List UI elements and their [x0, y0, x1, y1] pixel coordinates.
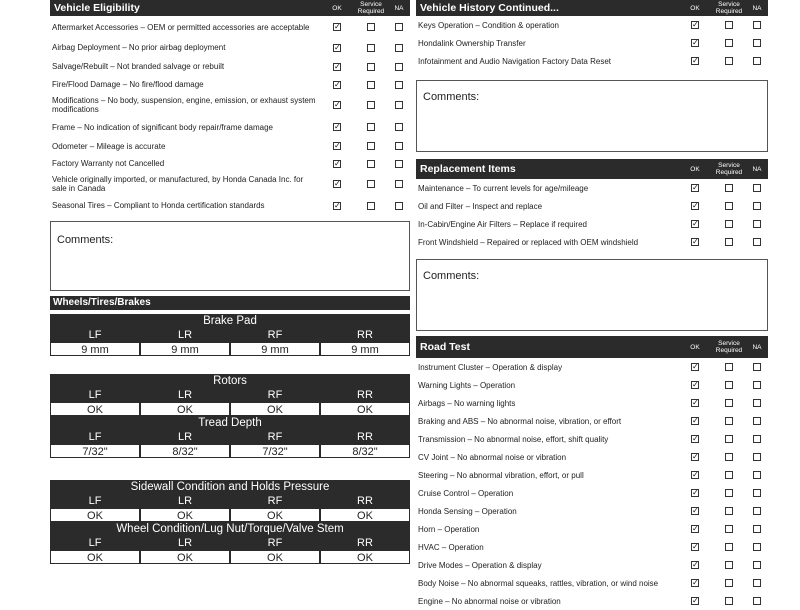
- wheel-position-header: LF: [88, 537, 102, 549]
- na-checkbox[interactable]: [753, 435, 761, 443]
- checklist-row: [416, 394, 768, 412]
- checklist-item-label: Maintenance – To current levels for age/mileage: [418, 183, 589, 193]
- ok-checkbox[interactable]: ✓: [334, 61, 341, 71]
- section-title: Vehicle Eligibility: [54, 2, 140, 14]
- left-column: [50, 0, 410, 564]
- col-na: NA: [752, 4, 762, 12]
- na-checkbox[interactable]: [753, 543, 761, 551]
- na-checkbox[interactable]: [395, 44, 403, 52]
- service-required-checkbox[interactable]: [725, 363, 733, 371]
- wheel-position-header: LR: [177, 431, 193, 443]
- measurement-table-title: Brake Pad: [203, 315, 257, 327]
- wheel-measurement-value: 7/32": [230, 444, 320, 458]
- ok-checkbox[interactable]: ✓: [692, 237, 699, 246]
- service-required-checkbox[interactable]: [367, 63, 375, 71]
- wheel-position-header: RR: [357, 431, 373, 443]
- ok-checkbox[interactable]: ✓: [334, 179, 341, 188]
- measurement-table: [50, 480, 410, 522]
- checklist-item-label: Salvage/Rebuilt – Not branded salvage or rebuilt: [52, 62, 225, 71]
- ok-checkbox[interactable]: ✓: [334, 42, 341, 52]
- checklist-item-label: Fire/Flood Damage – No fire/flood damage: [52, 80, 204, 89]
- ok-checkbox[interactable]: ✓: [334, 79, 341, 89]
- checklist-item-label: Front Windshield – Repaired or replaced with OEM windshield: [418, 237, 639, 247]
- checklist-item-label: Oil and Filter – Inspect and replace: [418, 201, 543, 211]
- na-checkbox[interactable]: [753, 525, 761, 533]
- wheel-position-header: RR: [357, 329, 373, 341]
- wheel-measurement-value: 7/32": [50, 444, 140, 458]
- checklist-row: [416, 484, 768, 502]
- na-checkbox[interactable]: [395, 81, 403, 89]
- na-checkbox[interactable]: [395, 123, 403, 131]
- checklist-item-label: Cruise Control – Operation: [418, 488, 514, 498]
- road-test-list: [416, 358, 768, 610]
- wheel-position-header: LF: [88, 495, 102, 507]
- checklist-row: [50, 196, 410, 215]
- wheel-measurement-value: OK: [50, 550, 140, 564]
- checklist-item-label: Horn – Operation: [418, 524, 480, 534]
- ok-checkbox[interactable]: ✓: [692, 506, 699, 515]
- service-required-checkbox[interactable]: [725, 39, 733, 47]
- na-checkbox[interactable]: [753, 57, 761, 65]
- checklist-item-label: In-Cabin/Engine Air Filters – Replace if required: [418, 219, 587, 229]
- ok-checkbox[interactable]: ✓: [334, 141, 341, 150]
- na-checkbox[interactable]: [753, 381, 761, 389]
- wheel-position-header: LR: [177, 537, 193, 549]
- checklist-row: [416, 448, 768, 466]
- checklist-row: [50, 137, 410, 155]
- na-checkbox[interactable]: [753, 184, 761, 192]
- checklist-item-label: CV Joint – No abnormal noise or vibration: [418, 452, 567, 462]
- service-required-checkbox[interactable]: [725, 561, 733, 569]
- wheel-measurement-value: OK: [50, 402, 140, 416]
- ok-checkbox[interactable]: ✓: [334, 200, 341, 210]
- checklist-item-label: Frame – No indication of significant body repair/frame damage: [52, 122, 273, 132]
- wheel-measurement-value: OK: [230, 508, 320, 522]
- na-checkbox[interactable]: [753, 220, 761, 228]
- wheel-position-header: RF: [267, 495, 283, 507]
- service-required-checkbox[interactable]: [367, 81, 375, 89]
- service-required-checkbox[interactable]: [367, 23, 375, 31]
- service-required-checkbox[interactable]: [725, 21, 733, 29]
- checklist-row: [416, 556, 768, 574]
- checklist-item-label: Instrument Cluster – Operation & display: [418, 362, 563, 372]
- service-required-checkbox[interactable]: [725, 543, 733, 551]
- checklist-item-label: Steering – No abnormal vibration, effort, or pull: [418, 470, 584, 480]
- wheel-position-header: RR: [357, 389, 373, 401]
- ok-checkbox[interactable]: ✓: [692, 20, 699, 29]
- na-checkbox[interactable]: [753, 561, 761, 569]
- col-ok: OK: [690, 343, 700, 351]
- ok-checkbox[interactable]: ✓: [692, 434, 699, 443]
- ok-checkbox[interactable]: ✓: [692, 488, 699, 497]
- wheel-measurement-value: OK: [230, 550, 320, 564]
- wheel-measurement-value: 8/32": [320, 444, 410, 458]
- checklist-row: [416, 16, 768, 34]
- section-title: Replacement Items: [420, 163, 516, 175]
- checklist-row: [416, 412, 768, 430]
- checklist-row: [416, 592, 768, 610]
- service-required-checkbox[interactable]: [725, 417, 733, 425]
- checklist-item-label: Infotainment and Audio Navigation Factory Data Reset: [418, 56, 611, 66]
- wheel-measurement-value: OK: [140, 402, 230, 416]
- ok-checkbox[interactable]: ✓: [692, 380, 699, 389]
- na-checkbox[interactable]: [753, 238, 761, 246]
- wheel-measurement-value: 9 mm: [50, 342, 140, 356]
- checklist-item-label: Modifications – No body, suspension, engine, emission, or exhaust system modifications: [52, 96, 316, 114]
- service-required-checkbox[interactable]: [725, 579, 733, 587]
- checklist-item-label: Aftermarket Accessories – OEM or permitted accessories are acceptable: [52, 22, 310, 32]
- col-ok: OK: [332, 4, 342, 12]
- wheel-measurement-value: 9 mm: [320, 342, 410, 356]
- ok-checkbox[interactable]: ✓: [692, 596, 699, 605]
- checklist-row: [416, 233, 768, 251]
- col-na: NA: [752, 165, 762, 173]
- na-checkbox[interactable]: [395, 180, 403, 188]
- ok-checkbox[interactable]: ✓: [692, 416, 699, 425]
- wheel-measurement-value: 8/32": [140, 444, 230, 458]
- wheel-position-header: LR: [177, 495, 193, 507]
- wheel-measurement-value: OK: [320, 550, 410, 564]
- vehicle-eligibility-list: [50, 16, 410, 215]
- checklist-row: [416, 376, 768, 394]
- checklist-row: [50, 57, 410, 76]
- checklist-item-label: Body Noise – No abnormal squeaks, rattles, vibration, or wind noise: [418, 578, 659, 588]
- ok-checkbox[interactable]: ✓: [692, 524, 699, 533]
- checklist-row: [416, 430, 768, 448]
- checklist-item-label: Transmission – No abnormal noise, effort, shift quality: [418, 434, 609, 444]
- wheel-position-header: LR: [177, 329, 193, 341]
- ok-checkbox[interactable]: ✓: [692, 201, 699, 210]
- section-title: Road Test: [420, 341, 470, 353]
- na-checkbox[interactable]: [753, 399, 761, 407]
- checklist-row: [416, 520, 768, 538]
- ok-checkbox[interactable]: ✓: [334, 122, 341, 131]
- comments-box[interactable]: [416, 80, 768, 152]
- checklist-item-label: Keys Operation – Condition & operation: [418, 20, 559, 30]
- wheel-measurement-value: OK: [140, 508, 230, 522]
- comments-label: Comments:: [423, 91, 480, 103]
- na-checkbox[interactable]: [395, 63, 403, 71]
- wheel-measurement-value: OK: [320, 402, 410, 416]
- service-required-checkbox[interactable]: [367, 123, 375, 131]
- col-ok: OK: [690, 165, 700, 173]
- checklist-row: [416, 179, 768, 197]
- col-service-required: Service Required: [715, 1, 743, 15]
- na-checkbox[interactable]: [753, 202, 761, 210]
- checklist-row: [50, 38, 410, 57]
- measurement-table: [50, 416, 410, 458]
- ok-checkbox[interactable]: ✓: [334, 158, 341, 168]
- service-required-checkbox[interactable]: [367, 101, 375, 109]
- checklist-item-label: Drive Modes – Operation & display: [418, 560, 542, 570]
- checklist-item-label: Airbag Deployment – No prior airbag deployment: [52, 43, 226, 52]
- checklist-row: [416, 52, 768, 70]
- checklist-row: [416, 574, 768, 592]
- ok-checkbox[interactable]: ✓: [692, 56, 699, 65]
- service-required-checkbox[interactable]: [725, 507, 733, 515]
- col-service-required: Service Required: [715, 340, 743, 354]
- service-required-checkbox[interactable]: [725, 471, 733, 479]
- comments-box[interactable]: [50, 221, 410, 291]
- checklist-row: [50, 76, 410, 93]
- wheel-position-header: LF: [88, 389, 102, 401]
- service-required-checkbox[interactable]: [367, 180, 375, 188]
- road-test-header: [416, 336, 768, 358]
- checklist-item-label: Seasonal Tires – Compliant to Honda certification standards: [52, 201, 265, 210]
- checklist-item-label: Factory Warranty not Cancelled: [52, 159, 165, 168]
- service-required-checkbox[interactable]: [725, 57, 733, 65]
- service-required-checkbox[interactable]: [367, 160, 375, 168]
- na-checkbox[interactable]: [753, 363, 761, 371]
- checklist-item-label: Honda Sensing – Operation: [418, 506, 517, 516]
- service-required-checkbox[interactable]: [725, 597, 733, 605]
- measurement-table-title: Rotors: [213, 375, 247, 387]
- measurement-table-title: Wheel Condition/Lug Nut/Torque/Valve Stem: [116, 523, 344, 535]
- checklist-row: [416, 34, 768, 52]
- na-checkbox[interactable]: [395, 23, 403, 31]
- measurement-table-title: Tread Depth: [198, 417, 262, 429]
- section-title: Vehicle History Continued...: [420, 2, 559, 14]
- checklist-row: [50, 16, 410, 38]
- wheel-measurement-value: 9 mm: [230, 342, 320, 356]
- service-required-checkbox[interactable]: [725, 184, 733, 192]
- checklist-row: [416, 215, 768, 233]
- vehicle-eligibility-header: [50, 0, 410, 16]
- wheel-measurement-value: OK: [230, 402, 320, 416]
- wheel-position-header: LF: [88, 329, 102, 341]
- na-checkbox[interactable]: [753, 21, 761, 29]
- wheel-position-header: RR: [357, 537, 373, 549]
- service-required-checkbox[interactable]: [725, 220, 733, 228]
- service-required-checkbox[interactable]: [725, 435, 733, 443]
- measurement-table: [50, 522, 410, 564]
- wheel-measurement-value: OK: [50, 508, 140, 522]
- ok-checkbox[interactable]: ✓: [692, 578, 699, 587]
- service-required-checkbox[interactable]: [725, 399, 733, 407]
- service-required-checkbox[interactable]: [367, 202, 375, 210]
- ok-checkbox[interactable]: ✓: [334, 100, 341, 109]
- measurement-table: [50, 314, 410, 356]
- ok-checkbox[interactable]: ✓: [692, 542, 699, 551]
- na-checkbox[interactable]: [753, 489, 761, 497]
- checklist-row: [416, 502, 768, 520]
- checklist-item-label: Odometer – Mileage is accurate: [52, 141, 166, 151]
- wheel-position-header: RF: [267, 389, 283, 401]
- na-checkbox[interactable]: [395, 142, 403, 150]
- ok-checkbox[interactable]: ✓: [692, 183, 699, 192]
- checklist-row: [50, 93, 410, 117]
- service-required-checkbox[interactable]: [725, 489, 733, 497]
- wheel-measurement-value: 9 mm: [140, 342, 230, 356]
- service-required-checkbox[interactable]: [725, 381, 733, 389]
- vehicle-history-list: [416, 16, 768, 70]
- na-checkbox[interactable]: [753, 453, 761, 461]
- checklist-row: [50, 155, 410, 172]
- checklist-item-label: Warning Lights – Operation: [418, 380, 516, 390]
- comments-label: Comments:: [57, 234, 114, 246]
- col-na: NA: [752, 343, 762, 351]
- checklist-row: [50, 172, 410, 196]
- checklist-item-label: Braking and ABS – No abnormal noise, vibration, or effort: [418, 416, 622, 426]
- checklist-row: [50, 117, 410, 137]
- measurement-table-title: Sidewall Condition and Holds Pressure: [130, 481, 330, 493]
- col-na: NA: [394, 4, 404, 12]
- checklist-row: [416, 466, 768, 484]
- service-required-checkbox[interactable]: [725, 202, 733, 210]
- wheel-position-header: RF: [267, 537, 283, 549]
- replacement-list: [416, 179, 768, 251]
- checklist-item-label: Hondalink Ownership Transfer: [418, 38, 526, 48]
- vehicle-history-header: [416, 0, 768, 16]
- service-required-checkbox[interactable]: [367, 142, 375, 150]
- checklist-item-label: Engine – No abnormal noise or vibration: [418, 596, 561, 606]
- na-checkbox[interactable]: [753, 579, 761, 587]
- replacement-header: [416, 159, 768, 179]
- col-service-required: Service Required: [357, 1, 385, 15]
- right-column: [416, 0, 768, 610]
- na-checkbox[interactable]: [753, 471, 761, 479]
- na-checkbox[interactable]: [753, 417, 761, 425]
- comments-label: Comments:: [423, 270, 480, 282]
- checklist-item-label: Vehicle originally imported, or manufactured, by Honda Canada Inc. for sale in Canada: [52, 175, 304, 193]
- comments-box[interactable]: [416, 259, 768, 331]
- wheel-position-header: RF: [267, 329, 283, 341]
- wheels-section-title: Wheels/Tires/Brakes: [50, 296, 410, 310]
- na-checkbox[interactable]: [753, 39, 761, 47]
- na-checkbox[interactable]: [395, 101, 403, 109]
- na-checkbox[interactable]: [395, 160, 403, 168]
- checklist-row: [416, 358, 768, 376]
- checklist-item-label: HVAC – Operation: [418, 542, 484, 552]
- service-required-checkbox[interactable]: [725, 453, 733, 461]
- wheel-position-header: LR: [177, 389, 193, 401]
- service-required-checkbox[interactable]: [367, 44, 375, 52]
- col-ok: OK: [690, 4, 700, 12]
- ok-checkbox[interactable]: ✓: [334, 22, 341, 31]
- na-checkbox[interactable]: [753, 597, 761, 605]
- ok-checkbox[interactable]: ✓: [692, 219, 699, 228]
- checklist-row: [416, 197, 768, 215]
- wheel-tables: [50, 314, 410, 564]
- measurement-table: [50, 374, 410, 416]
- ok-checkbox[interactable]: ✓: [692, 398, 699, 407]
- checklist-item-label: Airbags – No warning lights: [418, 398, 516, 408]
- ok-checkbox[interactable]: ✓: [692, 560, 699, 569]
- wheel-position-header: LF: [88, 431, 102, 443]
- na-checkbox[interactable]: [395, 202, 403, 210]
- wheel-measurement-value: OK: [140, 550, 230, 564]
- service-required-checkbox[interactable]: [725, 238, 733, 246]
- wheel-position-header: RR: [357, 495, 373, 507]
- ok-checkbox[interactable]: ✓: [692, 38, 699, 47]
- wheel-measurement-value: OK: [320, 508, 410, 522]
- wheel-position-header: RF: [267, 431, 283, 443]
- ok-checkbox[interactable]: ✓: [692, 470, 699, 479]
- checklist-row: [416, 538, 768, 556]
- na-checkbox[interactable]: [753, 507, 761, 515]
- col-service-required: Service Required: [715, 162, 743, 176]
- ok-checkbox[interactable]: ✓: [692, 452, 699, 461]
- ok-checkbox[interactable]: ✓: [692, 362, 699, 371]
- service-required-checkbox[interactable]: [725, 525, 733, 533]
